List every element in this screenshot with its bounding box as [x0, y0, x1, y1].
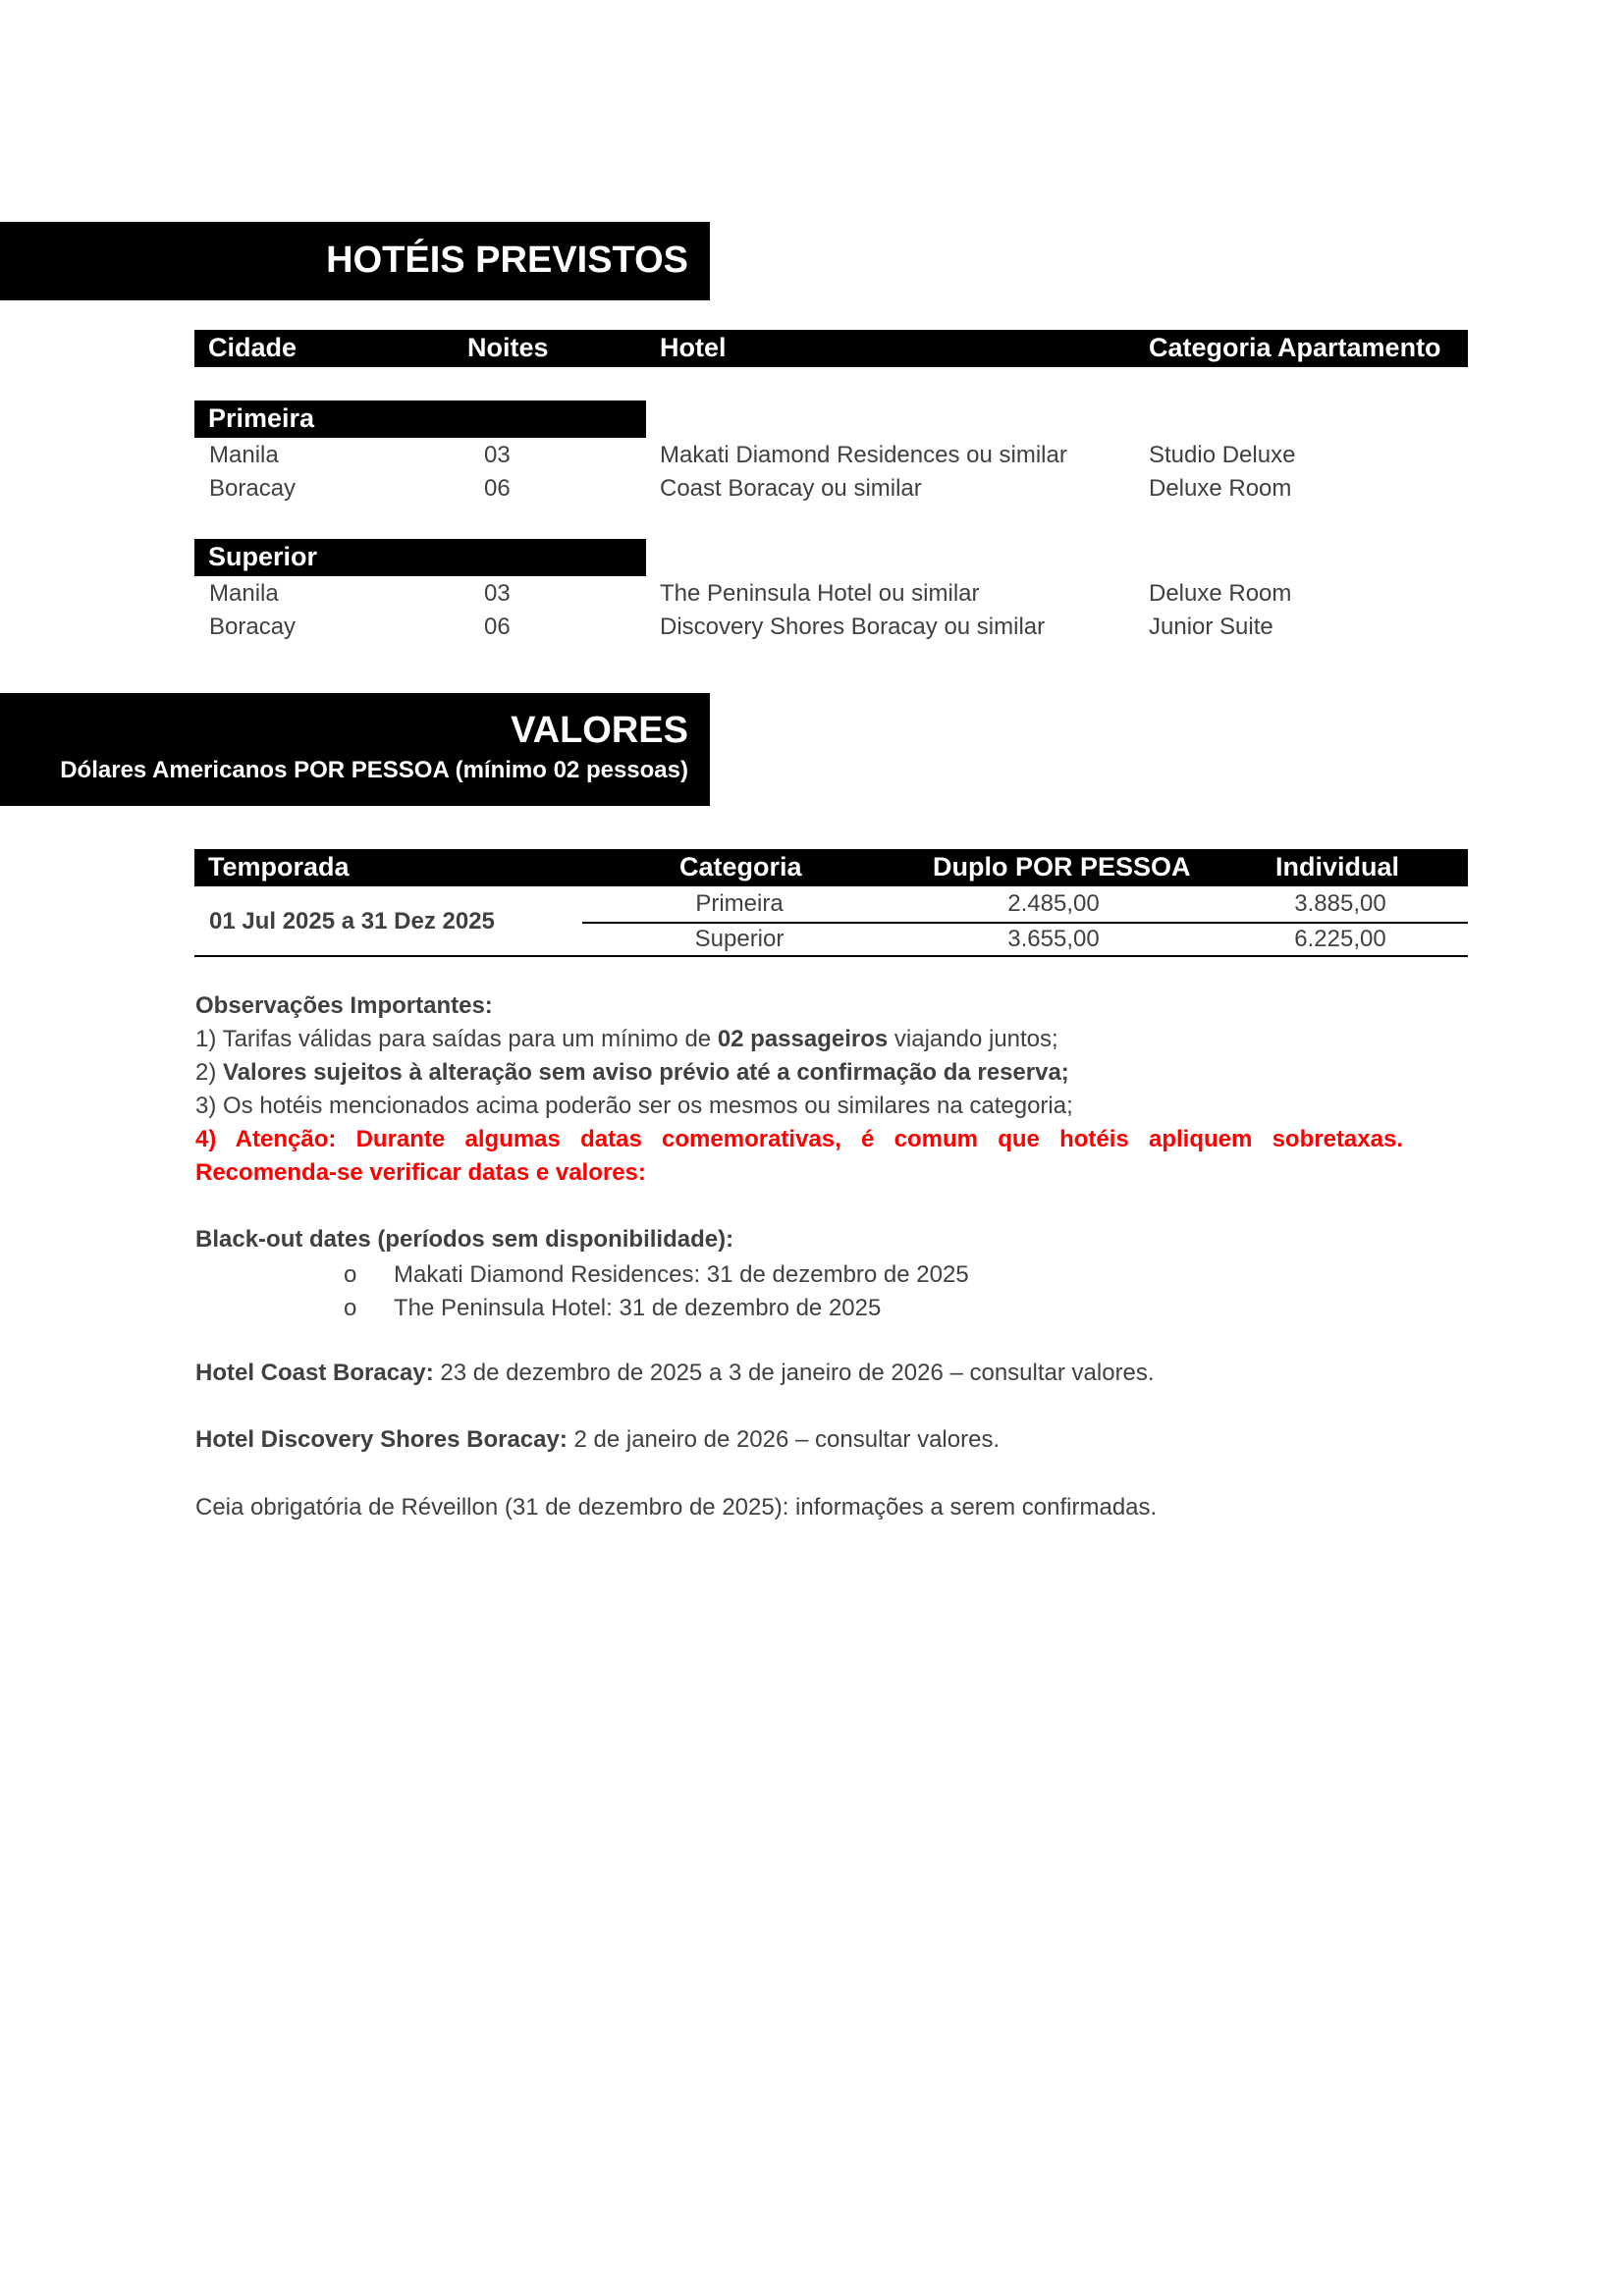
- note-3: 3) Os hotéis mencionados acima poderão ser os mesmos ou similares na categoria;: [195, 1093, 1073, 1119]
- cell-nights: 03: [484, 580, 511, 607]
- note-1: [195, 1023, 1413, 1056]
- col-header-city: Cidade: [208, 333, 298, 362]
- blackout-item: Makati Diamond Residences: 31 de dezembro de 2025: [394, 1261, 969, 1288]
- col-header-nights: Noites: [467, 333, 549, 362]
- values-title: VALORES: [511, 710, 688, 751]
- cell-room: Studio Deluxe: [1149, 442, 1296, 468]
- hotels-table-header: [194, 330, 1468, 367]
- discovery-label: Hotel Discovery Shores Boracay:: [195, 1426, 568, 1453]
- coast-label: Hotel Coast Boracay:: [195, 1360, 434, 1386]
- discovery-note: [195, 1423, 1000, 1457]
- col-header-hotel: Hotel: [660, 333, 727, 362]
- cell-single: 3.885,00: [1294, 890, 1386, 917]
- note-emphasis: Valores sujeitos à alteração sem aviso prévio até a confirmação da reserva;: [223, 1059, 1069, 1086]
- note-4-line-2: Recomenda-se verificar datas e valores:: [195, 1159, 646, 1186]
- col-header-season: Temporada: [208, 852, 350, 881]
- table-bottom-rule: [194, 955, 1468, 957]
- cell-hotel: The Peninsula Hotel ou similar: [660, 580, 980, 607]
- cell-nights: 06: [484, 614, 511, 640]
- cell-city: Manila: [209, 580, 279, 607]
- cell-room: Junior Suite: [1149, 614, 1273, 640]
- cell-hotel: Discovery Shores Boracay ou similar: [660, 614, 1046, 640]
- cell-city: Boracay: [209, 614, 297, 640]
- cell-nights: 06: [484, 475, 511, 502]
- cell-category: Superior: [694, 926, 785, 952]
- group-label: Primeira: [208, 403, 315, 433]
- group-label: Superior: [208, 542, 318, 571]
- cell-city: Boracay: [209, 475, 297, 502]
- group-header-primeira: [194, 400, 646, 438]
- values-banner: [0, 693, 710, 806]
- blackout-heading-block: [195, 1223, 733, 1256]
- season-cell: 01 Jul 2025 a 31 Dez 2025: [209, 908, 495, 934]
- values-subtitle: Dólares Americanos POR PESSOA (mínimo 02 pessoas): [60, 757, 688, 783]
- note-emphasis: 02 passageiros: [717, 1026, 889, 1052]
- cell-double: 3.655,00: [1007, 926, 1100, 952]
- blackout-item: The Peninsula Hotel: 31 de dezembro de 2025: [394, 1295, 882, 1321]
- cell-nights: 03: [484, 442, 511, 468]
- coast-text: 23 de dezembro de 2025 a 3 de janeiro de 2026 – consultar valores.: [433, 1360, 1155, 1386]
- blackout-heading: Black-out dates (períodos sem disponibilidade):: [195, 1226, 734, 1253]
- discovery-text: 2 de janeiro de 2026 – consultar valores.: [567, 1426, 1001, 1453]
- cell-double: 2.485,00: [1007, 890, 1100, 917]
- cell-room: Deluxe Room: [1149, 580, 1292, 607]
- hotels-title: HOTÉIS PREVISTOS: [326, 240, 688, 281]
- notes-heading: Observações Importantes:: [195, 992, 493, 1019]
- note-text: viajando juntos;: [888, 1026, 1058, 1052]
- cell-single: 6.225,00: [1294, 926, 1386, 952]
- hotels-banner: [0, 222, 710, 300]
- cell-hotel: Coast Boracay ou similar: [660, 475, 922, 502]
- coast-note: [195, 1357, 1155, 1390]
- cell-room: Deluxe Room: [1149, 475, 1292, 502]
- bullet-icon: o: [344, 1295, 357, 1321]
- values-table-header: [194, 849, 1468, 886]
- note-4-line-1: 4) Atenção: Durante algumas datas comemorativas, é comum que hotéis apliquem sobretaxas.: [195, 1126, 1403, 1152]
- col-header-category: Categoria: [679, 852, 802, 881]
- row-divider: [582, 922, 1468, 924]
- note-text: 2): [195, 1059, 224, 1086]
- cell-hotel: Makati Diamond Residences ou similar: [660, 442, 1067, 468]
- cell-category: Primeira: [695, 890, 784, 917]
- col-header-room-category: Categoria Apartamento: [1149, 333, 1441, 362]
- notes-block: [195, 989, 1413, 1190]
- cell-city: Manila: [209, 442, 279, 468]
- ceia-note: [195, 1491, 1157, 1524]
- col-header-double: Duplo POR PESSOA: [933, 852, 1191, 881]
- note-text: 1) Tarifas válidas para saídas para um mínimo de: [195, 1026, 718, 1052]
- bullet-icon: o: [344, 1261, 357, 1288]
- group-header-superior: [194, 539, 646, 576]
- ceia-text: Ceia obrigatória de Réveillon (31 de dezembro de 2025): informações a serem confirmadas.: [195, 1494, 1158, 1521]
- col-header-single: Individual: [1275, 852, 1400, 881]
- note-2: [195, 1056, 1413, 1090]
